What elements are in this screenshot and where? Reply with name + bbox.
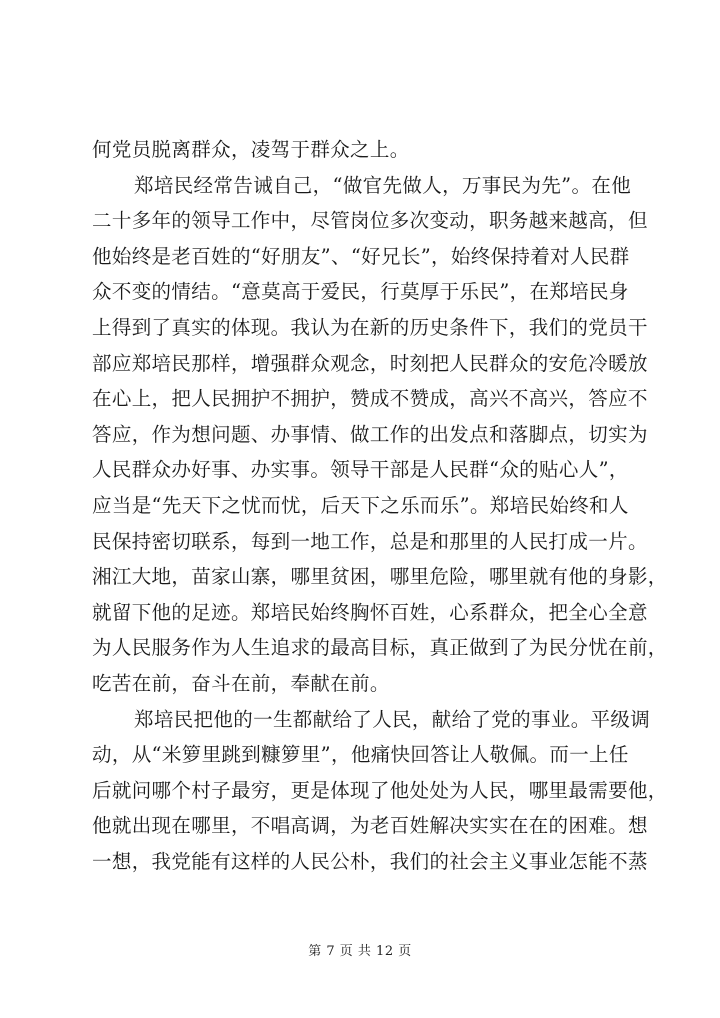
body-text: [92, 132, 668, 879]
text-line: 他就出现在哪里，不唱高调，为老百姓解决实实在在的困难。想: [92, 814, 648, 838]
text-line: 民保持密切联系，每到一地工作，总是和那里的人民打成一片。: [92, 529, 648, 553]
text-line: 众不变的情结。“意莫高于爱民，行莫厚于乐民”，在郑培民身: [92, 280, 629, 304]
text-line: 答应，作为想问题、办事情、做工作的出发点和落脚点，切实为: [92, 422, 648, 446]
page-number-footer: 第 7 页 共 12 页: [308, 944, 412, 959]
text-line: 一想，我党能有这样的人民公朴，我们的社会主义事业怎能不蒸: [92, 849, 648, 873]
paragraph-start-line: 郑培民把他的一生都献给了人民，献给了党的事业。平级调: [134, 707, 651, 731]
text-line: 湘江大地，苗家山寨，哪里贫困，哪里危险，哪里就有他的身影，: [92, 565, 668, 589]
text-line: 就留下他的足迹。郑培民始终胸怀百姓，心系群众，把全心全意: [92, 600, 648, 624]
paragraph-start-line: 郑培民经常告诫自己，“做官先做人，万事民为先”。在他: [134, 173, 632, 197]
text-line: 应当是“先天下之忧而忧，后天下之乐而乐”。郑培民始终和人: [92, 493, 629, 517]
text-line: 吃苦在前，奋斗在前，奉献在前。: [92, 671, 390, 695]
text-line: 在心上，把人民拥护不拥护，赞成不赞成，高兴不高兴，答应不: [92, 387, 648, 411]
text-line: 动，从“米箩里跳到糠箩里”，他痛快回答让人敬佩。而一上任: [92, 743, 629, 767]
text-line: 人民群众办好事、办实事。领导干部是人民群“众的贴心人”，: [92, 458, 629, 482]
text-line: 他始终是老百姓的“好朋友”、“好兄长”，始终保持着对人民群: [92, 244, 630, 268]
text-line: 为人民服务作为人生追求的最高目标，真正做到了为民分忧在前，: [92, 636, 668, 660]
text-line: 部应郑培民那样，增强群众观念，时刻把人民群众的安危冷暖放: [92, 351, 648, 375]
text-line: 二十多年的领导工作中，尽管岗位多次变动，职务越来越高，但: [92, 209, 648, 233]
text-line: 后就问哪个村子最穷，更是体现了他处处为人民，哪里最需要他，: [92, 778, 668, 802]
text-line: 上得到了真实的体现。我认为在新的历史条件下，我们的党员干: [92, 315, 648, 339]
text-line: 何党员脱离群众，凌驾于群众之上。: [92, 138, 410, 161]
